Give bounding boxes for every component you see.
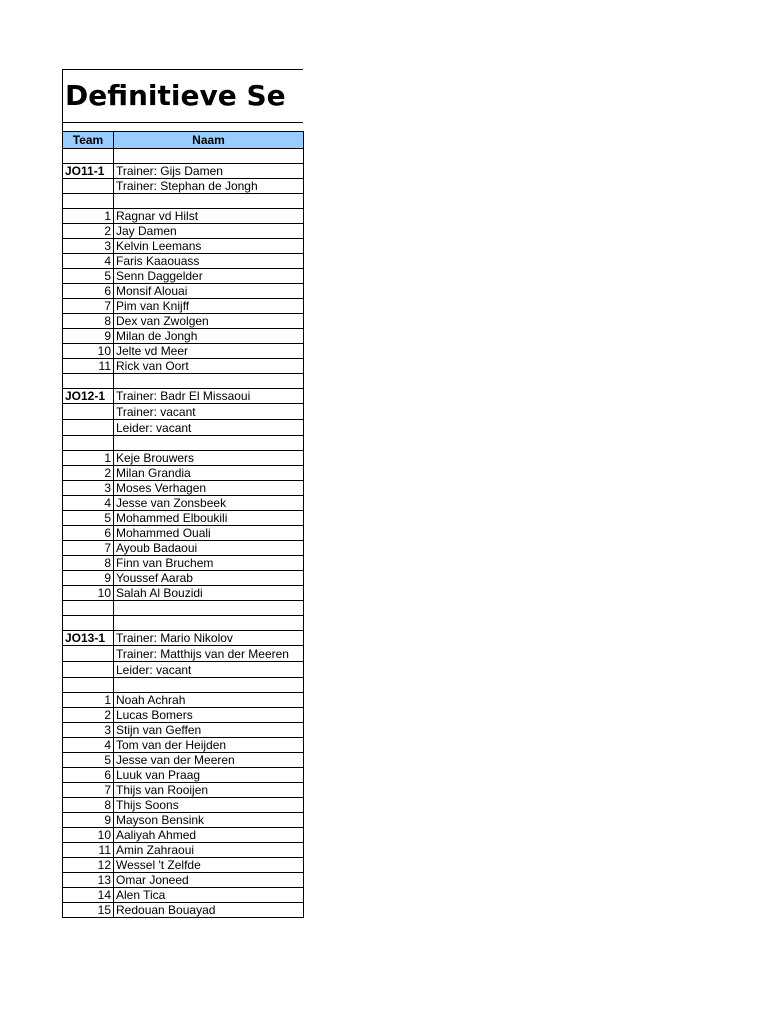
number-cell[interactable] [63,404,114,420]
number-cell[interactable]: 8 [63,314,114,329]
number-cell[interactable]: 3 [63,481,114,496]
table-row [63,646,304,662]
table-row [63,723,304,738]
table-row [63,451,304,466]
table-row [63,631,304,646]
name-cell[interactable]: Milan de Jongh [114,329,304,344]
table-row [63,436,304,451]
number-cell[interactable] [63,646,114,662]
number-cell[interactable] [63,678,114,693]
number-cell[interactable]: 1 [63,209,114,224]
name-cell[interactable]: Amin Zahraoui [114,843,304,858]
table-row [63,888,304,903]
number-cell[interactable]: 15 [63,903,114,918]
table-row [63,828,304,843]
table-row [63,678,304,693]
table-row [63,783,304,798]
spacer-row [62,123,303,131]
table-row [63,481,304,496]
number-cell[interactable]: 2 [63,224,114,239]
number-cell[interactable] [63,436,114,451]
name-cell[interactable] [114,436,304,451]
number-cell[interactable]: 4 [63,254,114,269]
title-cell[interactable] [62,69,303,123]
table-row [63,511,304,526]
number-cell[interactable]: 5 [63,511,114,526]
name-cell[interactable]: Dex van Zwolgen [114,314,304,329]
name-cell[interactable]: Mohammed Elboukili [114,511,304,526]
name-cell[interactable] [114,374,304,389]
table-row [63,526,304,541]
table-row [63,344,304,359]
name-cell[interactable]: Trainer: Matthijs van der Meeren [114,646,304,662]
table-row [63,254,304,269]
table-row [63,420,304,436]
name-cell[interactable]: Jay Damen [114,224,304,239]
table-row [63,329,304,344]
roster-table [62,131,304,918]
number-cell[interactable]: 6 [63,768,114,783]
name-cell[interactable] [114,678,304,693]
number-cell[interactable]: 3 [63,723,114,738]
number-cell[interactable]: 12 [63,858,114,873]
number-cell[interactable] [63,149,114,164]
name-cell[interactable] [114,194,304,209]
number-cell[interactable]: 4 [63,496,114,511]
table-row [63,616,304,631]
name-cell[interactable]: Finn van Bruchem [114,556,304,571]
number-cell[interactable]: 10 [63,344,114,359]
table-row [63,269,304,284]
spreadsheet [62,69,303,918]
number-cell[interactable]: 4 [63,738,114,753]
table-row [63,873,304,888]
team-cell[interactable]: JO12-1 [63,389,114,404]
table-row [63,239,304,254]
number-cell[interactable]: 8 [63,556,114,571]
table-row [63,179,304,194]
number-cell[interactable]: 7 [63,541,114,556]
number-cell[interactable] [63,420,114,436]
number-cell[interactable]: 10 [63,828,114,843]
number-cell[interactable]: 8 [63,798,114,813]
name-cell[interactable]: Faris Kaaouass [114,254,304,269]
name-cell[interactable] [114,616,304,631]
table-row [63,708,304,723]
name-cell[interactable]: Mayson Bensink [114,813,304,828]
name-cell[interactable]: Moses Verhagen [114,481,304,496]
name-cell[interactable]: Kelvin Leemans [114,239,304,254]
number-cell[interactable]: 10 [63,586,114,601]
table-row [63,359,304,374]
number-cell[interactable] [63,601,114,616]
name-cell[interactable]: Pim van Knijff [114,299,304,314]
table-row [63,389,304,404]
name-cell[interactable]: Trainer: Stephan de Jongh [114,179,304,194]
table-row [63,798,304,813]
name-cell[interactable] [114,149,304,164]
team-cell[interactable]: JO13-1 [63,631,114,646]
number-cell[interactable]: 6 [63,284,114,299]
number-cell[interactable]: 2 [63,708,114,723]
table-row [63,813,304,828]
table-row [63,556,304,571]
header-naam[interactable]: Naam [114,132,304,149]
number-cell[interactable] [63,179,114,194]
table-row [63,194,304,209]
number-cell[interactable] [63,194,114,209]
table-row [63,496,304,511]
name-cell[interactable]: Aaliyah Ahmed [114,828,304,843]
name-cell[interactable]: Jesse van Zonsbeek [114,496,304,511]
name-cell[interactable]: Ragnar vd Hilst [114,209,304,224]
table-row [63,404,304,420]
number-cell[interactable]: 6 [63,526,114,541]
number-cell[interactable]: 7 [63,783,114,798]
table-row [63,284,304,299]
table-row [63,843,304,858]
name-cell[interactable]: Luuk van Praag [114,768,304,783]
number-cell[interactable]: 9 [63,571,114,586]
name-cell[interactable]: Noah Achrah [114,693,304,708]
header-row [63,132,304,149]
table-row [63,738,304,753]
table-row [63,164,304,179]
name-cell[interactable]: Mohammed Ouali [114,526,304,541]
number-cell[interactable] [63,662,114,678]
name-cell[interactable]: Salah Al Bouzidi [114,586,304,601]
name-cell[interactable]: Leider: vacant [114,420,304,436]
table-row [63,314,304,329]
name-cell[interactable]: Redouan Bouayad [114,903,304,918]
header-team[interactable]: Team [63,132,114,149]
number-cell[interactable]: 1 [63,693,114,708]
number-cell[interactable]: 11 [63,843,114,858]
number-cell[interactable]: 11 [63,359,114,374]
name-cell[interactable]: Senn Daggelder [114,269,304,284]
name-cell[interactable]: Wessel 't Zelfde [114,858,304,873]
number-cell[interactable]: 2 [63,466,114,481]
name-cell[interactable]: Youssef Aarab [114,571,304,586]
table-row [63,224,304,239]
name-cell[interactable]: Omar Joneed [114,873,304,888]
name-cell[interactable]: Ayoub Badaoui [114,541,304,556]
table-row [63,541,304,556]
table-row [63,299,304,314]
name-cell[interactable]: Rick van Oort [114,359,304,374]
table-row [63,662,304,678]
name-cell[interactable]: Keje Brouwers [114,451,304,466]
table-row [63,903,304,918]
table-row [63,753,304,768]
name-cell[interactable]: Stijn van Geffen [114,723,304,738]
number-cell[interactable] [63,616,114,631]
table-row [63,768,304,783]
roster-body [63,149,304,918]
name-cell[interactable]: Trainer: Mario Nikolov [114,631,304,646]
number-cell[interactable]: 1 [63,451,114,466]
table-row [63,571,304,586]
name-cell[interactable]: Trainer: Gijs Damen [114,164,304,179]
number-cell[interactable]: 13 [63,873,114,888]
number-cell[interactable]: 3 [63,239,114,254]
table-row [63,601,304,616]
name-cell[interactable]: Leider: vacant [114,662,304,678]
table-row [63,586,304,601]
name-cell[interactable]: Tom van der Heijden [114,738,304,753]
name-cell[interactable]: Thijs Soons [114,798,304,813]
team-cell[interactable]: JO11-1 [63,164,114,179]
number-cell[interactable]: 5 [63,269,114,284]
table-row [63,693,304,708]
table-row [63,209,304,224]
table-row [63,374,304,389]
number-cell[interactable]: 9 [63,329,114,344]
name-cell[interactable]: Alen Tica [114,888,304,903]
number-cell[interactable]: 9 [63,813,114,828]
name-cell[interactable]: Monsif Alouai [114,284,304,299]
table-row [63,466,304,481]
name-cell[interactable]: Lucas Bomers [114,708,304,723]
name-cell[interactable]: Trainer: vacant [114,404,304,420]
table-row [63,149,304,164]
table-row [63,858,304,873]
number-cell[interactable]: 5 [63,753,114,768]
name-cell[interactable]: Milan Grandia [114,466,304,481]
sheet-title: Definitieve Se [65,79,286,112]
name-cell[interactable]: Trainer: Badr El Missaoui [114,389,304,404]
number-cell[interactable] [63,374,114,389]
name-cell[interactable]: Jesse van der Meeren [114,753,304,768]
number-cell[interactable]: 7 [63,299,114,314]
name-cell[interactable]: Jelte vd Meer [114,344,304,359]
name-cell[interactable] [114,601,304,616]
name-cell[interactable]: Thijs van Rooijen [114,783,304,798]
number-cell[interactable]: 14 [63,888,114,903]
